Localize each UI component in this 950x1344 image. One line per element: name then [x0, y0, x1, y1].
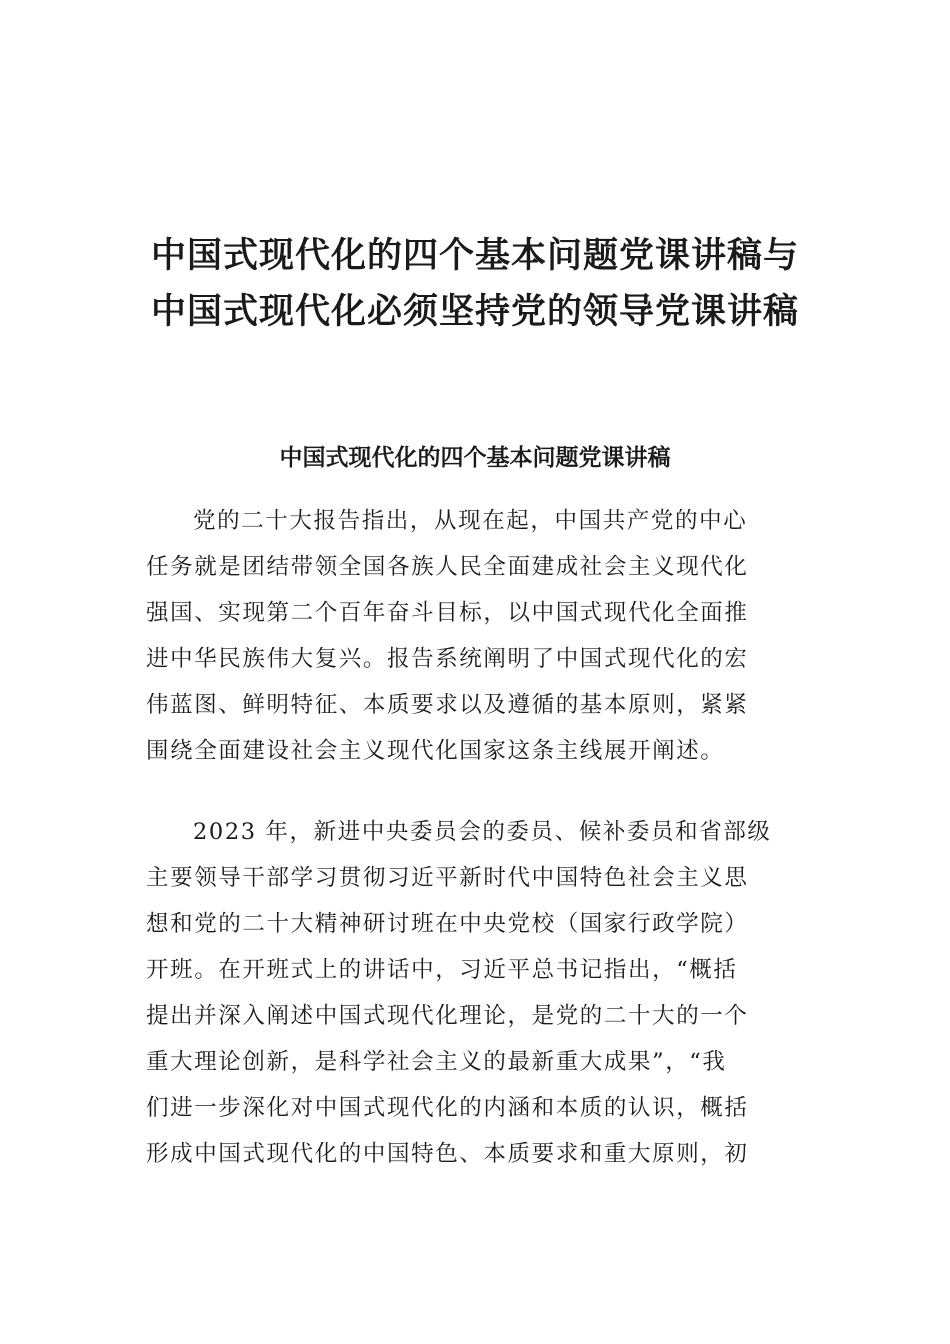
- text-line: 进中华民族伟大复兴。报告系统阐明了中国式现代化的宏: [146, 646, 749, 672]
- text-line: 主要领导干部学习贯彻习近平新时代中国特色社会主义思: [146, 865, 749, 891]
- text-line: 提出并深入阐述中国式现代化理论，是党的二十大的一个: [146, 1003, 749, 1029]
- paragraph-1: [146, 498, 806, 774]
- section-heading: 中国式现代化的四个基本问题党课讲稿: [279, 445, 671, 471]
- text-line: 重大理论创新，是科学社会主义的最新重大成果”，“我: [146, 1049, 727, 1075]
- paragraph-2: [146, 809, 806, 1177]
- document-title: [0, 228, 950, 340]
- text-line: 们进一步深化对中国式现代化的内涵和本质的认识，概括: [146, 1095, 749, 1121]
- text-line: 形成中国式现代化的中国特色、本质要求和重大原则，初: [146, 1141, 749, 1167]
- text-line: 强国、实现第二个百年奋斗目标，以中国式现代化全面推: [146, 600, 749, 626]
- title-line-2: 中国式现代化必须坚持党的领导党课讲稿: [150, 292, 799, 332]
- text-line: 2023 年，新进中央委员会的委员、候补委员和省部级: [193, 819, 772, 845]
- title-line-1: 中国式现代化的四个基本问题党课讲稿与: [150, 236, 799, 276]
- text-line: 任务就是团结带领全国各族人民全面建成社会主义现代化: [146, 554, 749, 580]
- text-line: 伟蓝图、鲜明特征、本质要求以及遵循的基本原则，紧紧: [146, 692, 749, 718]
- text-line: 围绕全面建设社会主义现代化国家这条主线展开阐述。: [146, 738, 725, 764]
- text-line: 想和党的二十大精神研讨班在中央党校（国家行政学院）: [146, 911, 749, 937]
- text-line: 党的二十大报告指出，从现在起，中国共产党的中心: [193, 508, 748, 534]
- text-line: 开班。在开班式上的讲话中，习近平总书记指出，“概括: [146, 957, 738, 983]
